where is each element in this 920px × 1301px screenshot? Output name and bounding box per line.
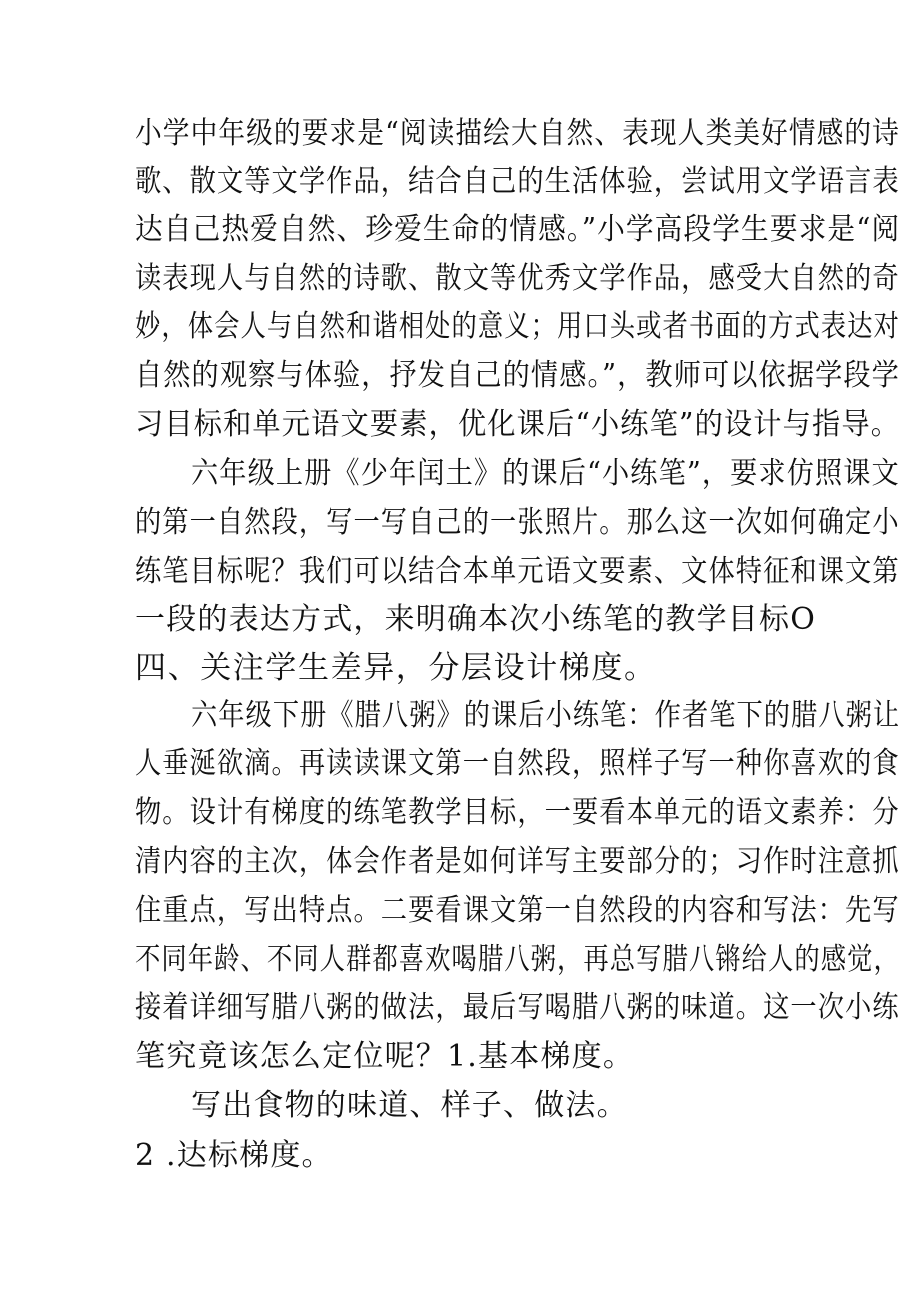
paragraph-line: 笔究竟该怎么定位呢？1.基本梯度。 [135,1039,635,1074]
paragraph-line: 读表现人与自然的诗歌、散文等优秀文学作品，感受大自然的奇 [135,261,900,296]
paragraph-line: 住重点，写出特点。二要看课文第一自然段的内容和写法：先写 [135,893,900,928]
paragraph-line: 人垂涎欲滴。再读读课文第一自然段，照样子写一种你喜欢的食 [135,746,900,781]
paragraph-line: 习目标和单元语文要素，优化课后“小练笔”的设计与指导。 [135,407,901,442]
paragraph-line: 六年级上册《少年闰土》的课后“小练笔”，要求仿照课文 [191,456,900,491]
section-heading: 四、关注学生差异，分层设计梯度。 [135,650,657,686]
paragraph-line: 一段的表达方式，来明确本次小练笔的教学目标O [135,602,816,637]
paragraph-line: 练笔目标呢？我们可以结合本单元语文要素、文体特征和课文第 [135,554,900,589]
paragraph-line: 不同年龄、不同人群都喜欢喝腊八粥，再总写腊八锵给人的感觉， [135,942,900,977]
paragraph-line: 小学中年级的要求是“阅读描绘大自然、表现人类美好情感的诗 [135,116,900,151]
paragraph-line: 接着详细写腊八粥的做法，最后写喝腊八粥的味道。这一次小练 [135,990,900,1025]
paragraph-line: 写出食物的味道、样子、做法。 [191,1088,628,1123]
paragraph-line: 清内容的主次，体会作者是如何详写主要部分的；习作时注意抓 [135,844,900,879]
paragraph-line: 的第一自然段，写一写自己的一张照片。那么这一次如何确定小 [135,505,900,540]
paragraph-line: 2 .达标梯度。 [135,1138,333,1173]
paragraph-line: 歌、散文等文学作品，结合自己的生活体验，尝试用文学语言表 [135,164,900,199]
paragraph-line: 六年级下册《腊八粥》的课后小练笔：作者笔下的腊八粥让 [191,698,901,733]
paragraph-line: 达自己热爱自然、珍爱生命的情感。”小学高段学生要求是“阅 [135,212,901,247]
paragraph-line: 自然的观察与体验，抒发自己的情感。”，教师可以依据学段学 [135,358,900,393]
paragraph-line: 物。设计有梯度的练笔教学目标，一要看本单元的语文素养：分 [135,795,900,830]
paragraph-line: 妙，体会人与自然和谐相处的意义；用口头或者书面的方式表达对 [135,309,900,344]
